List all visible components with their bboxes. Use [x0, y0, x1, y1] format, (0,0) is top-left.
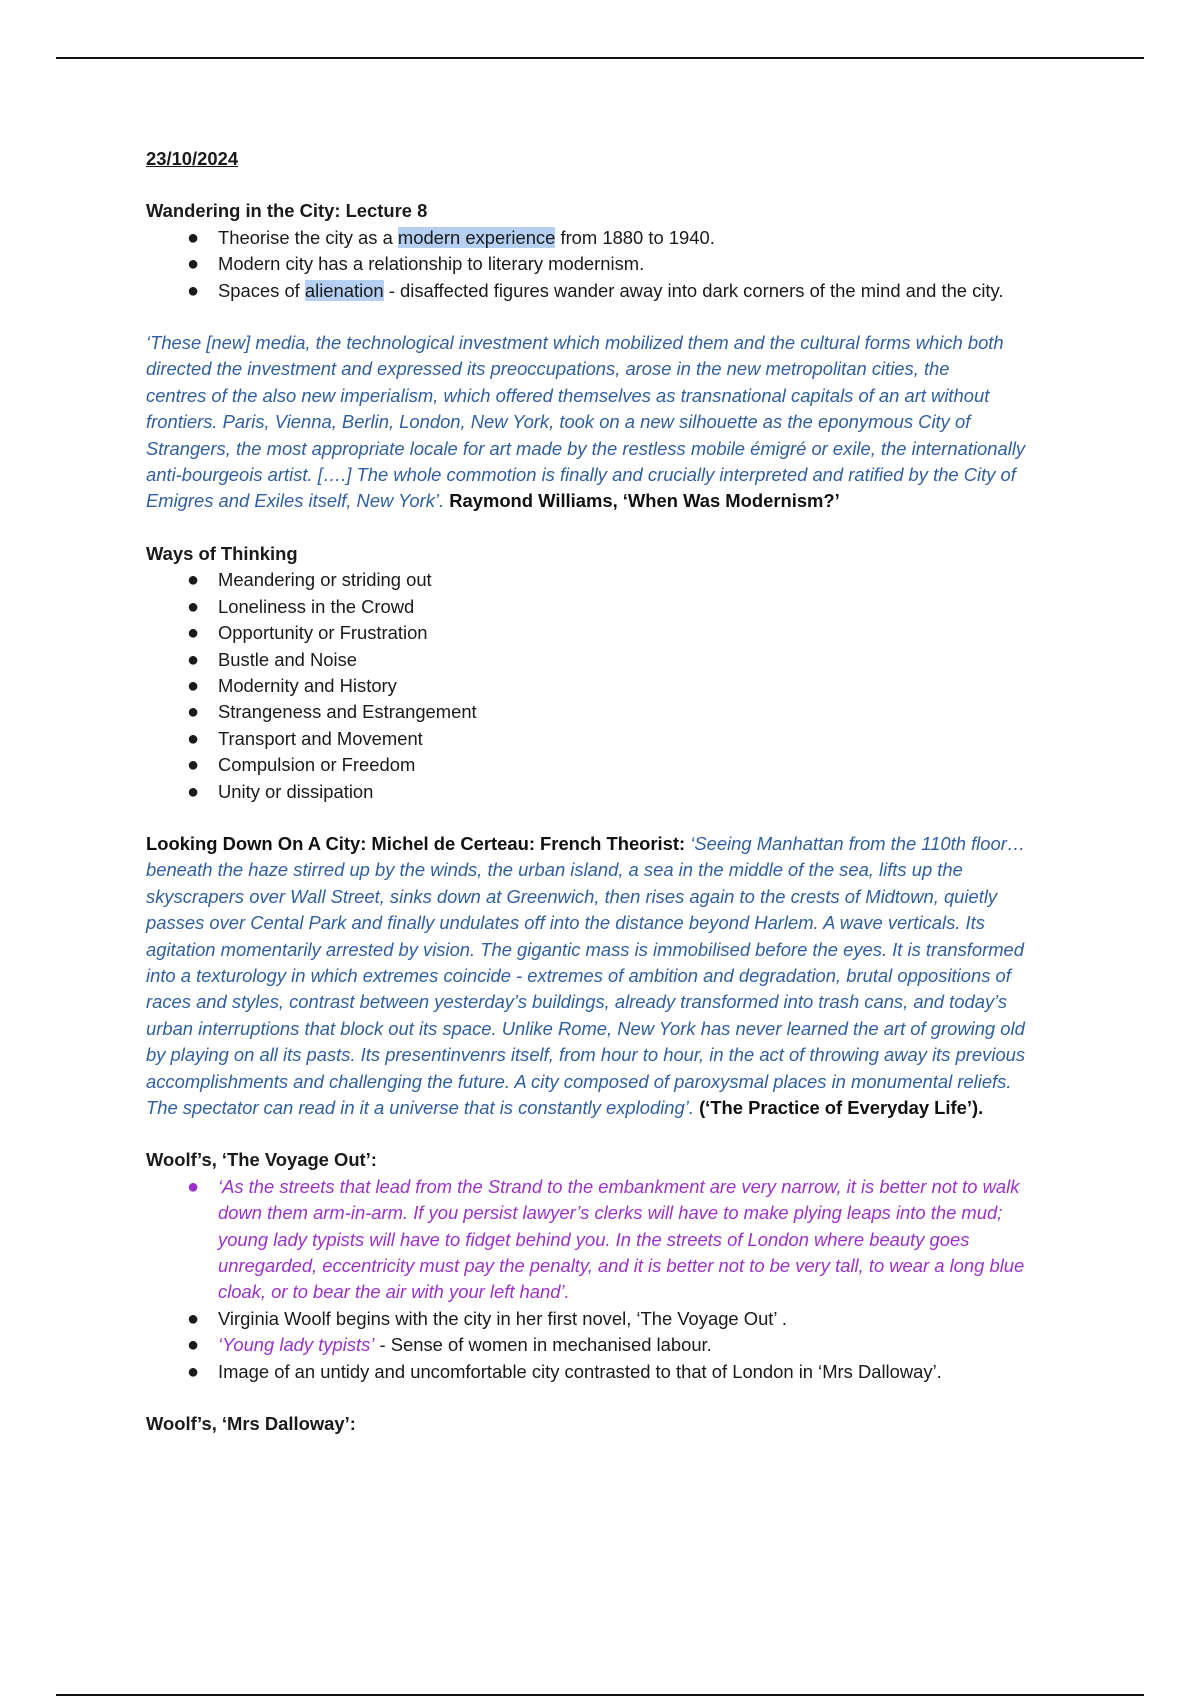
voyage-quote: ‘As the streets that lead from the Strand to the embankment are very narrow, it is better not to walk down them arm-in-arm. If you persist lawyer’s clerks will have to make plying leaps into the mud; young lady typists will have to fidget behind you. In the streets of London where beauty goes unregarded, eccentricity must pay the penalty, and it is better not to be very tall, to wear a long blue cloak, or to bear the air with your left hand’. [218, 1175, 1025, 1303]
bottom-rule [56, 1694, 1144, 1696]
list-item: ● Bustle and Noise [218, 647, 1046, 673]
bullet-icon: ● [186, 674, 200, 697]
certeau-quote: ‘Seeing Manhattan from the 110th floor… beneath the haze stirred up by the winds, the urban island, a sea in the middle of the sea, lifts up the skyscrapers over Wall Street, sinks down at Greenwich, then rises again to the crests of Midtown, quietly passes over Cental Park and finally undulates off into the distance beyond Harlem. A wave verticals. Its agitation momentarily arrested by vision. The gigantic mass is immobilised before the eyes. It is transformed into a texturology in which extremes coincide - extremes of ambition and degradation, brutal oppositions of races and styles, contrast between yesterday’s buildings, already transformed into trash cans, and today’s urban interruptions that block out its space. Unlike Rome, New York has never learned the art of growing old by playing on all its pasts. Its presentinvenrs itself, from hour to hour, in the act of throwing away its previous accomplishments and challenging the future. A city composed of paroxysmal places in monumental reliefs. The spectator can read in it a universe that is constantly exploding’. [146, 832, 1026, 1118]
bullet-icon: ● [186, 648, 200, 671]
voyage-heading: Woolf’s, ‘The Voyage Out’: [146, 1149, 377, 1171]
bullet-icon: ● [186, 226, 200, 249]
list-item: ● Spaces of alienation - disaffected figures wander away into dark corners of the mind and the city. [218, 278, 1046, 304]
bullet-icon: ● [186, 727, 200, 750]
lecture-heading: Wandering in the City: Lecture 8 [146, 200, 428, 222]
list-item: ● Compulsion or Freedom [218, 752, 1046, 778]
highlighted-text: modern experience [397, 226, 556, 248]
list-item: ● Modernity and History [218, 673, 1046, 699]
document-body [146, 146, 1046, 1437]
list-item: ● Opportunity or Frustration [218, 620, 1046, 646]
certeau-label: Looking Down On A City: Michel de Certeau: French Theorist: [146, 832, 686, 854]
list-item: ● Meandering or striding out [218, 567, 1046, 593]
lecture-bullet-list [146, 225, 1046, 304]
list-item: ● Image of an untidy and uncomfortable city contrasted to that of London in ‘Mrs Dalloway’. [218, 1359, 1046, 1385]
top-rule [56, 57, 1144, 59]
dalloway-heading: Woolf’s, ‘Mrs Dalloway’: [146, 1413, 356, 1435]
list-item: ● Modern city has a relationship to literary modernism. [218, 251, 1046, 277]
williams-quote-line1: ‘These [new] media, the technological investment which mobilized them and the cultural forms which both directed the investment and expressed its preoccupations, arose in the new metropolitan cities, the [146, 332, 1004, 380]
bullet-icon: ● [186, 1307, 200, 1330]
certeau-paragraph [146, 831, 1046, 1121]
bullet-icon: ● [186, 622, 200, 645]
ways-bullet-list [146, 567, 1046, 805]
list-item: ● Theorise the city as a modern experience from 1880 to 1940. [218, 225, 1046, 251]
bullet-icon: ● [186, 253, 200, 276]
bullet-icon: ● [186, 279, 200, 302]
certeau-source: (‘The Practice of Everyday Life’). [693, 1097, 984, 1118]
list-item: ● Strangeness and Estrangement [218, 699, 1046, 725]
williams-attribution: Raymond Williams, ‘When Was Modernism?’ [444, 490, 840, 512]
list-item: ● Transport and Movement [218, 726, 1046, 752]
typists-quote: ‘Young lady typists’ [218, 1334, 375, 1356]
bullet-icon: ● [186, 754, 200, 777]
bullet-icon: ● [186, 701, 200, 724]
document-date: 23/10/2024 [146, 148, 239, 169]
list-item: ● Unity or dissipation [218, 779, 1046, 805]
bullet-icon: ● [186, 780, 200, 803]
bullet-icon: ● [186, 1334, 200, 1357]
bullet-icon: ● [186, 595, 200, 618]
bullet-icon: ● [186, 1360, 200, 1383]
list-item: ● Loneliness in the Crowd [218, 594, 1046, 620]
bullet-icon: ● [186, 569, 200, 592]
voyage-bullet-list [146, 1174, 1046, 1385]
bullet-icon: ● [186, 1175, 200, 1198]
ways-heading: Ways of Thinking [146, 542, 298, 564]
list-item: ● Virginia Woolf begins with the city in her first novel, ‘The Voyage Out’ . [218, 1306, 1046, 1332]
williams-quote-line2: centres of the also new imperialism, which offered themselves as transnational capitals of an art without frontiers. Paris, Vienna, Berlin, London, New York, took on a new silhouette as the eponymous City of Strangers, the most appropriate locale for art made by the restless mobile émigré or exile, the internationally anti-bourgeois artist. [….] The whole commotion is finally and crucially interpreted and ratified by the City of Emigres and Exiles itself, New York’. [146, 384, 1026, 512]
list-item: ● ‘Young lady typists’ - Sense of women in mechanised labour. [218, 1332, 1046, 1358]
list-item [186, 1174, 1046, 1306]
williams-quote-paragraph [146, 330, 1046, 515]
highlighted-text: alienation [304, 279, 384, 301]
